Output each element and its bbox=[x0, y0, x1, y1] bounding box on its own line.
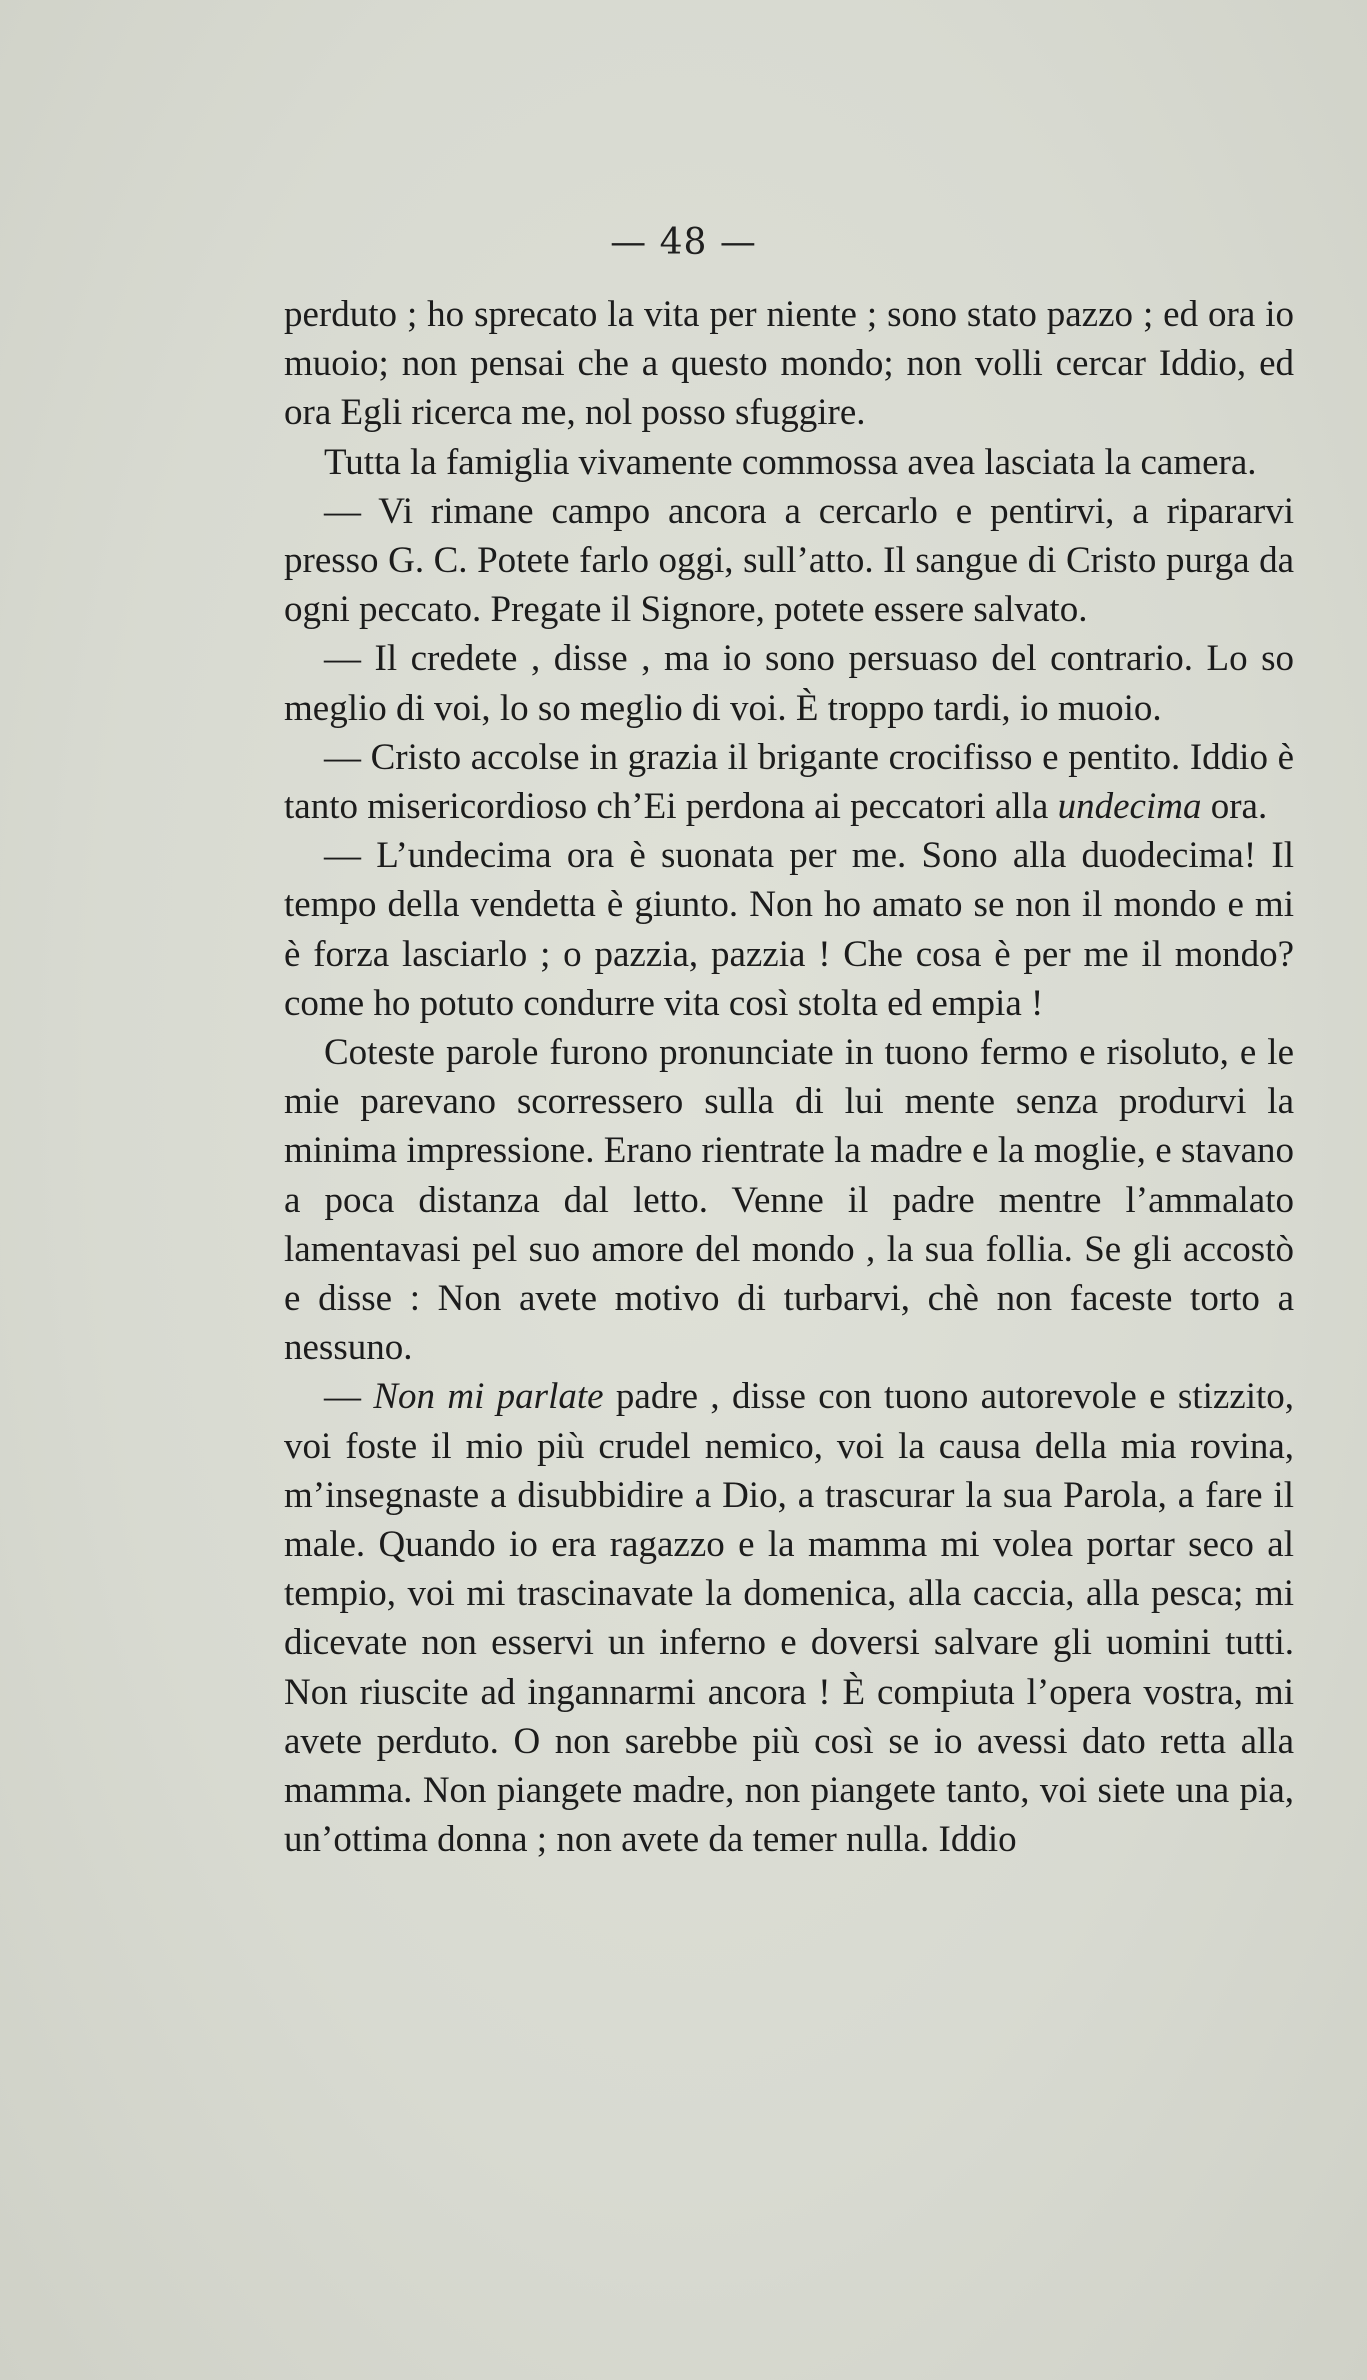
italic-text: Non mi parlate bbox=[373, 1376, 604, 1418]
body-text bbox=[284, 290, 1294, 1865]
paragraph-p7 bbox=[284, 1028, 1294, 1372]
text-run: ora. bbox=[1201, 786, 1268, 828]
text-run: Tutta la famiglia vivamente commossa avea lasciata la camera. bbox=[324, 441, 1257, 483]
text-run: padre , disse con tuono autorevole e stizzito, voi foste il mio più crudel nemico, voi la causa della mia rovina, m’insegnaste a disubbidire a Dio, a trascurar la sua Parola, a fare il male. Quando io era ragazzo e la mamma mi volea portar seco al tempio, voi mi trascinavate la domenica, alla caccia, alla pesca; mi dicevate non esservi un inferno e doversi salvare gli uomini tutti. Non riuscite ad ingannarmi ancora ! È compiuta l’opera vostra, mi avete perduto. O non sarebbe più così se io avessi dato retta alla mamma. Non piangete madre, non piangete tanto, voi siete una pia, un’ottima donna ; non avete da temer nulla. Iddio bbox=[284, 1376, 1295, 1861]
text-run: — bbox=[324, 1376, 374, 1418]
paragraph-p8 bbox=[284, 1372, 1294, 1864]
paragraph-p1 bbox=[284, 290, 1294, 438]
text-run: — Il credete , disse , ma io sono persuaso del contrario. Lo so meglio di voi, lo so meglio di voi. È troppo tardi, io muoio. bbox=[284, 638, 1294, 729]
text-run: Coteste parole furono pronunciate in tuono fermo e risoluto, e le mie parevano scorressero sulla di lui mente senza produrvi la minima impressione. Erano rientrate la madre e la moglie, e stavano a poca distanza dal letto. Venne il padre mentre l’ammalato lamentavasi pel suo amore del mondo , la sua follia. Se gli accostò e disse : Non avete motivo di turbarvi, chè non faceste torto a nessuno. bbox=[284, 1032, 1294, 1369]
paragraph-p3 bbox=[284, 487, 1294, 635]
text-run: — L’undecima ora è suonata per me. Sono alla duodecima! Il tempo della vendetta è giunto. Non ho amato se non il mondo e mi è forza lasciarlo ; o pazzia, pazzia ! Che cosa è per me il mondo? come ho potuto condurre vita così stolta ed empia ! bbox=[284, 835, 1294, 1024]
paragraph-p5 bbox=[284, 733, 1294, 831]
paragraph-p4 bbox=[284, 634, 1294, 732]
page-number: — 48 — bbox=[610, 222, 757, 263]
text-run: perduto ; ho sprecato la vita per niente ; sono stato pazzo ; ed ora io muoio; non pensai che a questo mondo; non volli cercar Iddio, ed ora Egli ricerca me, nol posso sfuggire. bbox=[284, 294, 1294, 434]
text-run: — Cristo accolse in grazia il brigante crocifisso e pentito. Iddio è tanto misericordioso ch’Ei perdona ai peccatori alla bbox=[284, 736, 1294, 828]
italic-text: undecima bbox=[1057, 786, 1202, 828]
paragraph-p6 bbox=[284, 831, 1294, 1028]
paragraph-p2 bbox=[284, 438, 1294, 487]
text-run: — Vi rimane campo ancora a cercarlo e pentirvi, a ripararvi presso G. C. Potete farlo oggi, sull’atto. Il sangue di Cristo purga da ogni peccato. Pregate il Signore, potete essere salvato. bbox=[284, 490, 1294, 631]
